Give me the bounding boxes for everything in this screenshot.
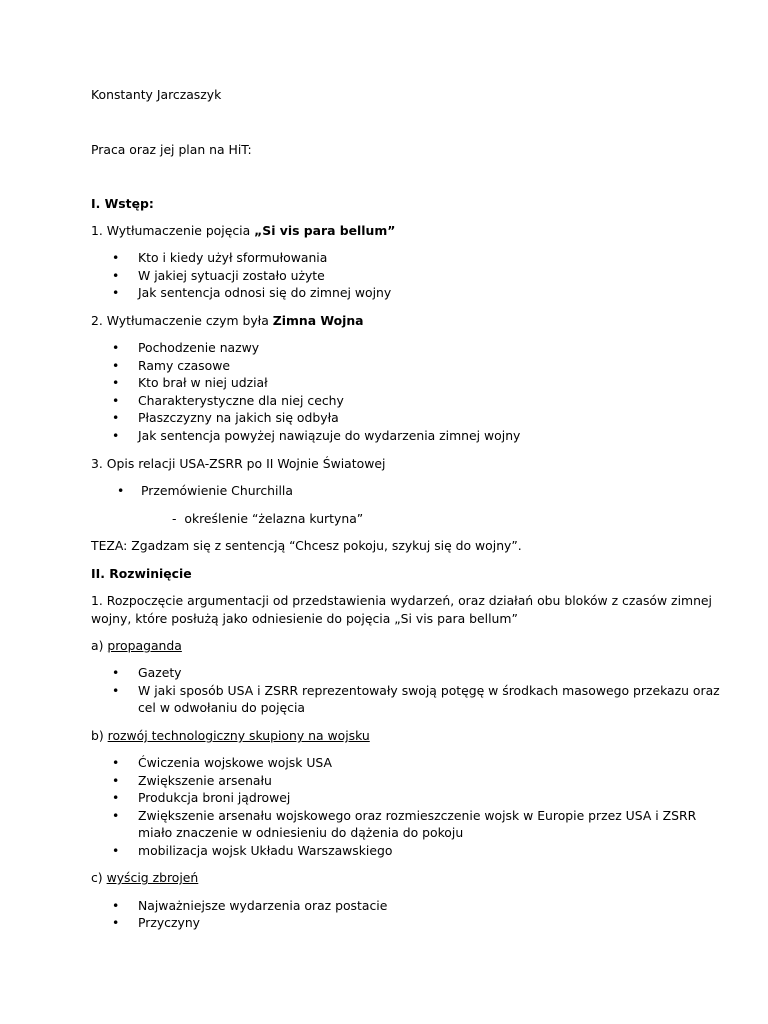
section-heading-intro: I. Wstęp: [91,196,154,211]
list-item: • Kto i kiedy użył sformułowania [112,250,328,265]
section-heading-body: II. Rozwinięcie [91,566,192,581]
list-item: • Produkcja broni jądrowej [112,790,291,805]
subpoint-c: c) wyścig zbrojeń [91,870,199,885]
list-item: • Zwiększenie arsenału wojskowego oraz rozmieszczenie wojsk w Europie przez USA i ZSRR [112,808,697,823]
list-item: • Przemówienie Churchilla [117,483,293,498]
list-item: • Charakterystyczne dla niej cechy [112,393,344,408]
list-item: • W jaki sposób USA i ZSRR reprezentowały swoją potęgę w środkach masowego przekazu oraz [112,683,720,698]
list-item: • Płaszczyzny na jakich się odbyła [112,410,339,425]
list-item: • Najważniejsze wydarzenia oraz postacie [112,898,388,913]
list-item: • Zwiększenie arsenału [112,773,272,788]
list-item: • Jak sentencja powyżej nawiązuje do wydarzenia zimnej wojny [112,428,521,443]
list-item: • Przyczyny [112,915,201,930]
thesis: TEZA: Zgadzam się z sentencją “Chcesz pokoju, szykuj się do wojny”. [91,538,522,553]
intro-point-3: 3. Opis relacji USA-ZSRR po II Wojnie Światowej [91,456,386,471]
list-item-continued: cel w odwołaniu do pojęcia [138,700,305,715]
list-item: • Ćwiczenia wojskowe wojsk USA [112,755,332,770]
list-item: • Kto brał w niej udział [112,375,268,390]
subpoint-a: a) propaganda [91,638,182,653]
list-item-continued: miało znaczenie w odniesieniu do dążenia do pokoju [138,825,464,840]
author-name: Konstanty Jarczaszyk [91,87,222,102]
intro-point-1: 1. Wytłumaczenie pojęcia „Si vis para bellum” [91,223,396,238]
list-item: • Pochodzenie nazwy [112,340,260,355]
list-item: • mobilizacja wojsk Układu Warszawskiego [112,843,393,858]
list-item: • Gazety [112,665,182,680]
intro-point-2: 2. Wytłumaczenie czym była Zimna Wojna [91,313,364,328]
sub-list-item: - określenie “żelazna kurtyna” [172,511,364,526]
body-point-1-line1: 1. Rozpoczęcie argumentacji od przedstawienia wydarzeń, oraz działań obu bloków z czasów zimnej [91,593,712,608]
document-subtitle: Praca oraz jej plan na HiT: [91,142,252,157]
list-item: • W jakiej sytuacji zostało użyte [112,268,325,283]
list-item: • Ramy czasowe [112,358,230,373]
body-point-1-line2: wojny, które posłużą jako odniesienie do pojęcia „Si vis para bellum” [91,611,518,626]
subpoint-b: b) rozwój technologiczny skupiony na wojsku [91,728,370,743]
list-item: • Jak sentencja odnosi się do zimnej wojny [112,285,392,300]
